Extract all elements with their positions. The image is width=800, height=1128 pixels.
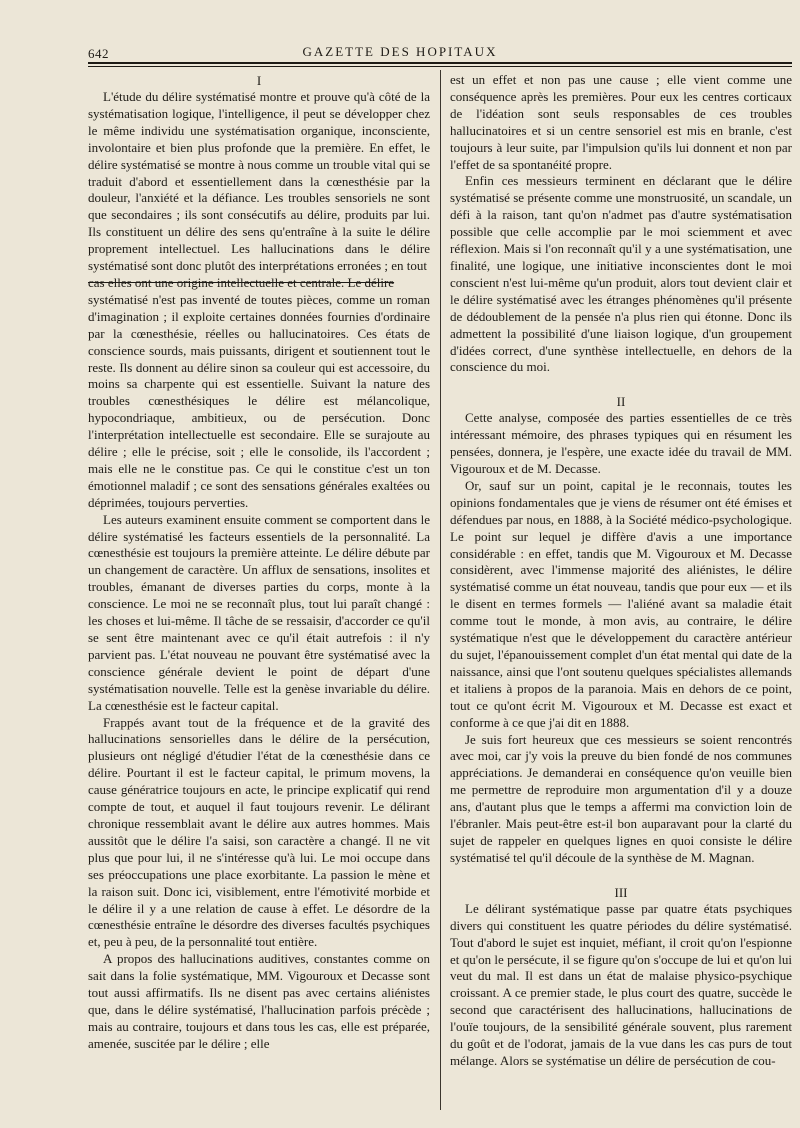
paragraph: Frappés avant tout de la fréquence et de la gravité des hallucinations sensorielles dans le délire de la persécution, plusieurs ont négligé d'étudier l'état de la cœnesthésie dans ce délire. Pourtant il est le facteur capital, le primum movens, la cause génératrice toujours en acte, le principe explicatif qui rend compte de tout, et auquel il faut toujours revenir. Le délirant chronique ressemblait avant le délire aux autres hommes. Mais aussitôt que le délire l'a saisi, son caractère a changé. Il ne vit plus que pour lui, il ne s'intéresse qu'à lui. Le moi occupe dans ses préoccupations une place exorbitante. La passion le mène et la raison suit. Donc ici, visiblement, entre l'émotivité morbide et le délire il y a une relation de cause à effet. Le désordre de la cœnesthésie entraîne le désordre des diverses facultés psychiques et, peu à peu, de la personnalité tout entière. bbox=[88, 714, 430, 950]
paragraph: Le délirant systématique passe par quatre états psychiques divers qui constituent les quatre périodes du délire systématisé. Tout d'abord le sujet est inquiet, méfiant, il croit qu'on l'espionne et qu'on le persécute, il se figure qu'on s'occupe de lui et qu'on lui veut du mal. Il est dans un état de malaise physico-psychique croissant. A ce premier stade, le plus court des quatre, succède le second que caractérisent des hallucinations, hallucinations de l'ouïe toujours, de la sensibilité générale souvent, plus rarement du goût et de l'odorat, jamais de la vue dans les cas purs de tout mélange. Alors se systématise un délire de persécution de cou- bbox=[450, 900, 792, 1068]
paragraph: systématisé n'est pas inventé de toutes pièces, comme un roman d'imagination ; il exploite certaines données fournies d'ordinaire par la cœnesthésie, réelles ou hallucinatoires. Ces états de conscience sourds, mais puissants, dirigent et soutiennent tout le reste. Ils donnent au délire sinon sa couleur qui est accessoire, du moins sa charpente qui est essentielle. Suivant la nature des troubles cœnesthésiques le délire est mélancolique, hypocondriaque, ambitieux, ou de persécution. Donc l'interprétation intellectuelle est secondaire. Elle se surajoute au délire ; elle le précise, soit ; elle le consolide, ils l'accordent ; mais elle ne le constitue pas. Ce qui le constitue c'est un ton émotionnel maladif ; ce sont des sensations générales exaltées ou déprimées, toujours perverties. bbox=[88, 291, 430, 510]
paragraph: Cette analyse, composée des parties essentielles de ce très intéressant mémoire, des phrases typiques qui en résument les pensées, donnera, je l'espère, une exacte idée du travail de MM. Vigouroux et de M. Decasse. bbox=[450, 410, 792, 477]
section-numeral-one: I bbox=[256, 73, 262, 88]
paragraph: Enfin ces messieurs terminent en déclarant que le délire systématisé se présente comme une monstruosité, un scandale, un défi à la raison, tant qu'on n'admet pas d'autre systématisation possible que celle accomplie par le moi sciemment et avec réflexion. Mais si l'on reconnaît qu'il y a une systématisation, une finalité, une logique, une initiative inconscientes dont le moi conscient n'est lui-même qu'un produit, alors tout devient clair et le délire systématisé avec les étranges phénomènes qu'il présente de dédoublement de la pensée n'a plus rien qui étonne. Donc ils admettent la possibilité d'une liaison logique, d'un groupement d'idées correct, d'une synthèse intellectuelle, en dehors de la conscience du moi. bbox=[450, 173, 792, 375]
header-rule-thick bbox=[88, 62, 792, 64]
paragraph: A propos des hallucinations auditives, constantes comme on sait dans la folie systématique, MM. Vigouroux et Decasse sont tout aussi affirmatifs. Ils ne disent pas avec certains aliénistes que, dans le délire systématisé, l'hallucination parfois précède ; mais au contraire, toujours et dans tous les cas, elle est préparée, amenée, suscitée par le délire ; elle bbox=[88, 951, 430, 1051]
section-spacer bbox=[450, 376, 792, 393]
section-spacer bbox=[450, 867, 792, 884]
column-divider bbox=[440, 70, 441, 1110]
right-column bbox=[450, 72, 792, 1070]
page-number: 642 bbox=[88, 46, 109, 61]
paragraph-continued: est un effet et non pas une cause ; elle vient comme une conséquence après les premières. Pour eux les centres corticaux de l'idéation sont seuls responsables de ces troubles hallucinatoires et si un centre sensoriel est mis en branle, c'est toujours à leur suite, par l'impulsion qu'ils lui donnent et non par l'effet de sa spontanéité propre. bbox=[450, 72, 792, 172]
paragraph: L'étude du délire systématisé montre et prouve qu'à côté de la systématisation logique, l'intelligence, il peut se développer chez le même individu une systématisation organique, inconsciente, involontaire et bien plus profonde que la première. En effet, le délire systématisé se montre à nous comme un trouble vital qui se traduit d'abord et essentiellement dans la cœnesthésie par la douleur, l'anxiété et la défiance. Les troubles sensoriels ne sont que secondaires ; ils sont consécutifs au délire, produits par lui. Ils constituent un délire des sens qu'entraîne à la suite le délire proprement intellectuel. Les hallucinations dans le délire systématisé sont donc plutôt des interprétations erronées ; en tout bbox=[88, 89, 430, 274]
left-column bbox=[88, 72, 430, 1053]
paragraph: Les auteurs examinent ensuite comment se comportent dans le délire systématisé les facteurs essentiels de la personnalité. La cœnesthésie est toujours la première atteinte. Le délire débute par un changement de caractère. Un afflux de sensations, insolites et troubles, émanant de diverses parties du corps, monte à la conscience. Le moi ne se reconnaît plus, tout lui paraît changé : les choses et lui-même. Il tâche de se ressaisir, d'accorder ce qu'il se sent être maintenant avec ce qu'il était autrefois : il n'y parvient pas. L'état nouveau ne pouvant être systématisé avec la conscience générale devient le point de départ d'une systématisation nouvelle. Telle est la genèse invariable du délire. La cœnesthésie est le facteur capital. bbox=[88, 511, 430, 713]
section-numeral-two: II bbox=[616, 394, 626, 410]
struck-line: cas elles ont une origine intellectuelle et centrale. Le délire bbox=[88, 274, 395, 290]
paragraph: Or, sauf sur un point, capital je le reconnais, toutes les opinions fondamentales que je viens de résumer ont été émises et défendues par nous, en 1888, à la Société médico-psychologique. Le point sur lequel je diffère d'avis a une importance considérable : en effet, tandis que M. Vigouroux et M. Decasse considèrent, avec l'immense majorité des aliénistes, le délire systématisé comme un état nouveau, tandis que pour eux — et ils le disent en termes formels — l'aliéné avant sa maladie était comme tout le monde, à mon avis, au contraire, le délire systématique n'est que le développement du caractère antérieur du sujet, l'épanouissement complet d'un état mental qui date de la naissance, ainsi que l'ont soutenu quelques spécialistes allemands et italiens à propos de la paranoia. Mais en dehors de ce point, tout ce qu'ont écrit M. Vigouroux et M. Decasse est exact et conforme à ce que j'ai dit en 1888. bbox=[450, 477, 792, 730]
paragraph: Je suis fort heureux que ces messieurs se soient rencontrés avec moi, car j'y vois la preuve du bien fondé de nos communes appréciations. Je demanderai en conséquence qu'on veuille bien me permettre de reproduire mon argumentation d'il y a douze ans, d'autant plus que le temps a affermi ma conviction loin de l'ébranler. Mais peut-être est-il bon auparavant pour la clarté du sujet de rappeler en quelques lignes en quoi consiste le délire systématisé tel qu'il découle de la synthèse de M. Magnan. bbox=[450, 731, 792, 865]
section-numeral-three: III bbox=[614, 884, 628, 900]
header-rule-thin bbox=[88, 66, 792, 67]
running-title: GAZETTE DES HOPITAUX bbox=[302, 44, 498, 59]
